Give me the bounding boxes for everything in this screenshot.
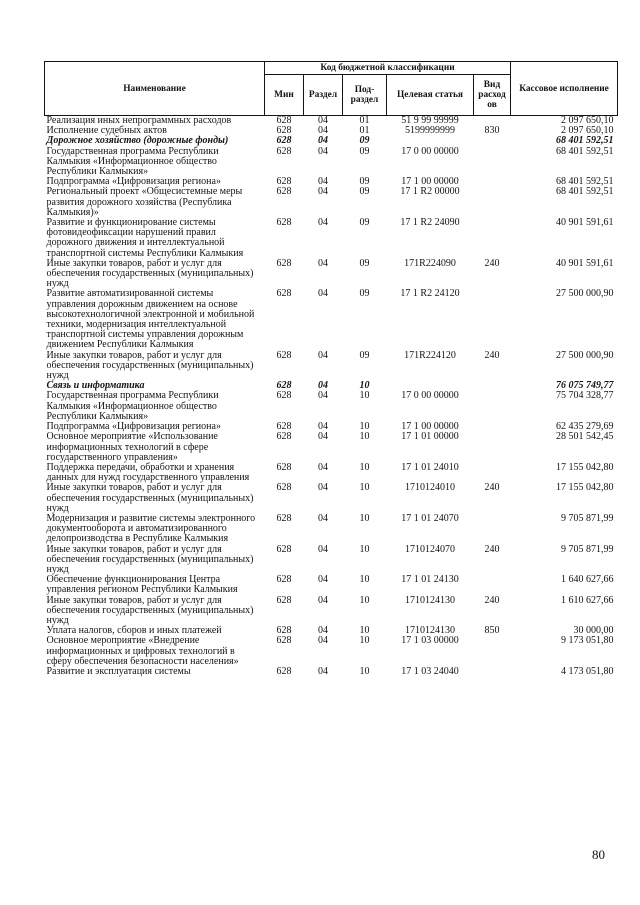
cell-podrazdel: 10	[359, 461, 370, 473]
cell-podrazdel: 10	[359, 380, 370, 392]
table-header	[45, 62, 618, 116]
cell-min: 628	[276, 625, 292, 637]
cell-podrazdel: 10	[359, 482, 370, 494]
cell-vid	[474, 177, 511, 187]
cell-razdel: 04	[318, 461, 328, 473]
cell-min: 628	[276, 186, 292, 198]
cell-razdel: 04	[318, 482, 328, 494]
cell-min: 628	[276, 574, 292, 586]
cell-celevaya: 17 1 01 00000	[401, 431, 459, 443]
cell-razdel: 04	[318, 543, 328, 555]
cell-sum: 28 501 542,45	[556, 431, 614, 443]
cell-podrazdel: 10	[359, 543, 370, 555]
header-razdel: Раздел	[304, 75, 343, 116]
cell-celevaya: 17 1 R2 24120	[400, 288, 460, 300]
cell-celevaya: 171R224120	[404, 349, 456, 361]
cell-name: Иные закупки товаров, работ и услуг для обеспечения государственных (муниципальных) нужд	[46, 482, 254, 514]
cell-name: Дорожное хозяйство (дорожные фонды)	[46, 135, 229, 147]
cell-razdel: 04	[318, 217, 328, 229]
cell-sum: 27 500 000,90	[556, 349, 614, 361]
cell-podrazdel: 09	[359, 176, 370, 188]
cell-vid	[474, 136, 511, 146]
cell-celevaya: 51 9 99 99999	[401, 115, 459, 126]
cell-sum: 9 705 871,99	[561, 543, 614, 555]
cell-razdel: 04	[318, 186, 328, 198]
cell-min: 628	[276, 461, 292, 473]
cell-vid	[474, 381, 511, 391]
cell-podrazdel: 09	[359, 288, 370, 300]
cell-podrazdel: 09	[359, 135, 370, 147]
cell-min: 628	[276, 390, 292, 402]
cell-celevaya: 17 1 01 24130	[401, 574, 459, 586]
cell-podrazdel: 09	[359, 186, 370, 198]
cell-sum: 62 435 279,69	[556, 421, 614, 433]
cell-celevaya: 17 0 00 00000	[401, 390, 459, 402]
cell-vid: 830	[484, 125, 500, 137]
cell-name: Обеспечение функционирования Центра управления регионом Республики Калмыкия	[46, 574, 238, 596]
cell-vid	[474, 432, 511, 463]
cell-min: 628	[276, 665, 292, 677]
cell-celevaya: 17 1 01 24010	[401, 461, 459, 473]
header-kassovoe: Кассовое исполнение	[511, 62, 618, 116]
table-row	[45, 636, 618, 667]
table-row	[45, 667, 618, 677]
cell-razdel: 04	[318, 288, 328, 300]
cell-min: 628	[276, 431, 292, 443]
cell-razdel: 04	[318, 135, 328, 147]
cell-vid	[474, 667, 511, 677]
cell-podrazdel: 09	[359, 145, 370, 157]
cell-podrazdel: 10	[359, 635, 370, 647]
cell-podrazdel: 01	[359, 115, 370, 126]
cell-name: Поддержка передачи, обработки и хранения данных для нужд государственного управления	[46, 461, 250, 484]
cell-razdel: 04	[318, 176, 328, 188]
table-row	[45, 463, 618, 483]
table-row	[45, 596, 618, 627]
cell-sum: 40 901 591,61	[556, 257, 614, 269]
cell-sum: 68 401 592,51	[556, 176, 614, 188]
cell-celevaya: 17 1 00 00000	[401, 421, 459, 433]
cell-min: 628	[276, 217, 292, 229]
cell-vid	[474, 391, 511, 422]
cell-podrazdel: 10	[359, 574, 370, 586]
cell-sum: 75 704 328,77	[556, 390, 614, 402]
cell-razdel: 04	[318, 421, 328, 433]
cell-podrazdel: 10	[359, 431, 370, 443]
cell-razdel: 04	[318, 380, 328, 392]
table-row	[45, 432, 618, 463]
header-celevaya: Целевая статья	[387, 75, 474, 116]
cell-vid: 240	[484, 257, 500, 269]
cell-podrazdel: 09	[359, 349, 370, 361]
cell-name: Подпрограмма «Цифровизация региона»	[46, 421, 221, 433]
page-number: 80	[592, 847, 605, 862]
cell-min: 628	[276, 135, 292, 147]
cell-podrazdel: 01	[359, 125, 370, 137]
table-row	[45, 483, 618, 514]
cell-name: Связь и информатика	[46, 380, 145, 392]
cell-vid	[474, 514, 511, 545]
cell-razdel: 04	[318, 512, 328, 524]
cell-sum: 2 097 650,10	[561, 115, 614, 126]
cell-min: 628	[276, 543, 292, 555]
cell-celevaya: 17 1 00 00000	[401, 176, 459, 188]
cell-vid	[474, 575, 511, 595]
cell-celevaya: 1710124130	[405, 625, 455, 637]
table-row	[45, 514, 618, 545]
cell-celevaya: 17 1 01 24070	[401, 512, 459, 524]
cell-razdel: 04	[318, 125, 328, 137]
cell-sum: 68 401 592,51	[556, 145, 614, 157]
cell-name: Основное мероприятие «Использование информационных технологий в сфере государственного управления»	[46, 431, 218, 463]
table-row	[45, 545, 618, 576]
cell-podrazdel: 10	[359, 512, 370, 524]
cell-razdel: 04	[318, 390, 328, 402]
cell-celevaya: 17 1 03 24040	[401, 665, 459, 677]
cell-celevaya: 1710124130	[405, 594, 455, 606]
cell-min: 628	[276, 115, 292, 126]
cell-podrazdel: 10	[359, 594, 370, 606]
cell-vid	[474, 218, 511, 259]
cell-name: Иные закупки товаров, работ и услуг для обеспечения государственных (муниципальных) нужд	[46, 257, 254, 290]
cell-vid	[474, 636, 511, 667]
cell-razdel: 04	[318, 594, 328, 606]
cell-celevaya: 1710124070	[405, 543, 455, 555]
cell-razdel: 04	[318, 635, 328, 647]
cell-name: Развитие и эксплуатация системы	[46, 665, 191, 677]
cell-min: 628	[276, 176, 292, 188]
cell-sum: 30 000,00	[573, 625, 614, 637]
cell-celevaya: 5199999999	[405, 125, 455, 137]
cell-name: Уплата налогов, сборов и иных платежей	[46, 625, 222, 637]
cell-podrazdel: 10	[359, 625, 370, 637]
cell-sum: 76 075 749,77	[556, 380, 614, 392]
cell-celevaya: 1710124010	[405, 482, 455, 494]
cell-sum: 68 401 592,51	[556, 135, 614, 147]
budget-document	[44, 61, 617, 677]
cell-sum: 68 401 592,51	[556, 186, 614, 198]
cell-name: Исполнение судебных актов	[46, 125, 167, 137]
cell-min: 628	[276, 125, 292, 137]
table-row	[45, 218, 618, 259]
cell-podrazdel: 10	[359, 665, 370, 677]
cell-vid	[474, 147, 511, 178]
cell-sum: 40 901 591,61	[556, 217, 614, 229]
cell-vid	[474, 422, 511, 432]
cell-vid: 850	[484, 625, 500, 637]
cell-sum: 9 173 051,80	[561, 635, 614, 647]
header-min: Мин	[265, 75, 304, 116]
cell-name: Подпрограмма «Цифровизация региона»	[46, 176, 221, 188]
cell-min: 628	[276, 512, 292, 524]
cell-sum: 17 155 042,80	[556, 482, 614, 494]
cell-vid: 240	[484, 349, 500, 361]
cell-min: 628	[276, 380, 292, 392]
cell-sum: 2 097 650,10	[561, 125, 614, 137]
cell-podrazdel: 09	[359, 217, 370, 229]
cell-min: 628	[276, 257, 292, 269]
cell-razdel: 04	[318, 431, 328, 443]
cell-celevaya: 17 1 R2 00000	[400, 186, 460, 198]
cell-sum: 27 500 000,90	[556, 288, 614, 300]
cell-podrazdel: 10	[359, 421, 370, 433]
table-body	[45, 116, 618, 678]
cell-razdel: 04	[318, 115, 328, 126]
table-row	[45, 391, 618, 422]
cell-min: 628	[276, 482, 292, 494]
cell-razdel: 04	[318, 625, 328, 637]
cell-sum: 1 610 627,66	[561, 594, 614, 606]
cell-vid: 240	[484, 482, 500, 494]
header-kod-group: Код бюджетной классификации	[265, 62, 511, 75]
table-row	[45, 575, 618, 595]
table-row	[45, 187, 618, 218]
cell-podrazdel: 09	[359, 257, 370, 269]
cell-razdel: 04	[318, 349, 328, 361]
cell-name: Реализация иных непрограммных расходов	[46, 115, 232, 126]
cell-celevaya: 17 1 03 00000	[401, 635, 459, 647]
cell-min: 628	[276, 288, 292, 300]
header-vid-rashodov: Вид расход ов	[474, 75, 511, 116]
table-row	[45, 147, 618, 178]
cell-name: Государственная программа Республики Калмыкия «Информационное общество Республики Калмыкия»	[46, 390, 219, 422]
cell-celevaya: 171R224090	[404, 257, 456, 269]
cell-min: 628	[276, 594, 292, 606]
cell-vid	[474, 463, 511, 483]
header-name: Наименование	[45, 62, 265, 116]
cell-name: Региональный проект «Общесистемные меры развития дорожного хозяйства (Республика Калмыкия)»	[46, 186, 243, 218]
cell-celevaya: 17 1 R2 24090	[400, 217, 460, 229]
table-row	[45, 351, 618, 382]
cell-name: Иные закупки товаров, работ и услуг для обеспечения государственных (муниципальных) нужд	[46, 349, 254, 382]
cell-vid: 240	[484, 594, 500, 606]
cell-name: Модернизация и развитие системы электронного документооборота и автоматизированного делопроизводства в Республике Калмыкия	[46, 512, 256, 545]
cell-min: 628	[276, 635, 292, 647]
cell-razdel: 04	[318, 665, 328, 677]
cell-min: 628	[276, 349, 292, 361]
cell-razdel: 04	[318, 574, 328, 586]
cell-celevaya: 17 0 00 00000	[401, 145, 459, 157]
budget-table	[44, 61, 618, 677]
cell-sum: 1 640 627,66	[561, 574, 614, 586]
cell-name: Иные закупки товаров, работ и услуг для обеспечения государственных (муниципальных) нужд	[46, 594, 254, 626]
cell-sum: 17 155 042,80	[556, 461, 614, 473]
cell-vid	[474, 187, 511, 218]
cell-podrazdel: 10	[359, 390, 370, 402]
cell-sum: 4 173 051,80	[561, 665, 614, 677]
cell-name: Иные закупки товаров, работ и услуг для обеспечения государственных (муниципальных) нужд	[46, 543, 254, 575]
table-row	[45, 289, 618, 350]
cell-razdel: 04	[318, 257, 328, 269]
cell-min: 628	[276, 421, 292, 433]
cell-name: Развитие автоматизированной системы управления дорожным движением на основе высокотехнологичной электронной и мобильной техники, модернизация интеллектуальной транспортной системы управления дорожным движением Республики Калмыкия	[46, 288, 255, 351]
table-row	[45, 259, 618, 290]
cell-vid	[474, 289, 511, 350]
cell-sum: 9 705 871,99	[561, 512, 614, 524]
cell-name: Основное мероприятие «Внедрение информационных и цифровых технологий в сферу обеспечения безопасности населения»	[46, 635, 239, 667]
cell-min: 628	[276, 145, 292, 157]
cell-name: Развитие и функционирование системы фотовидеофиксации нарушений правил дорожного движения и интеллектуальной транспортной системы Республики Калмыкия	[46, 217, 244, 259]
cell-razdel: 04	[318, 145, 328, 157]
header-podrazdel: Под-раздел	[343, 75, 387, 116]
cell-name: Государственная программа Республики Калмыкия «Информационное общество Республики Калмыкия»	[46, 145, 219, 178]
cell-vid: 240	[484, 543, 500, 555]
